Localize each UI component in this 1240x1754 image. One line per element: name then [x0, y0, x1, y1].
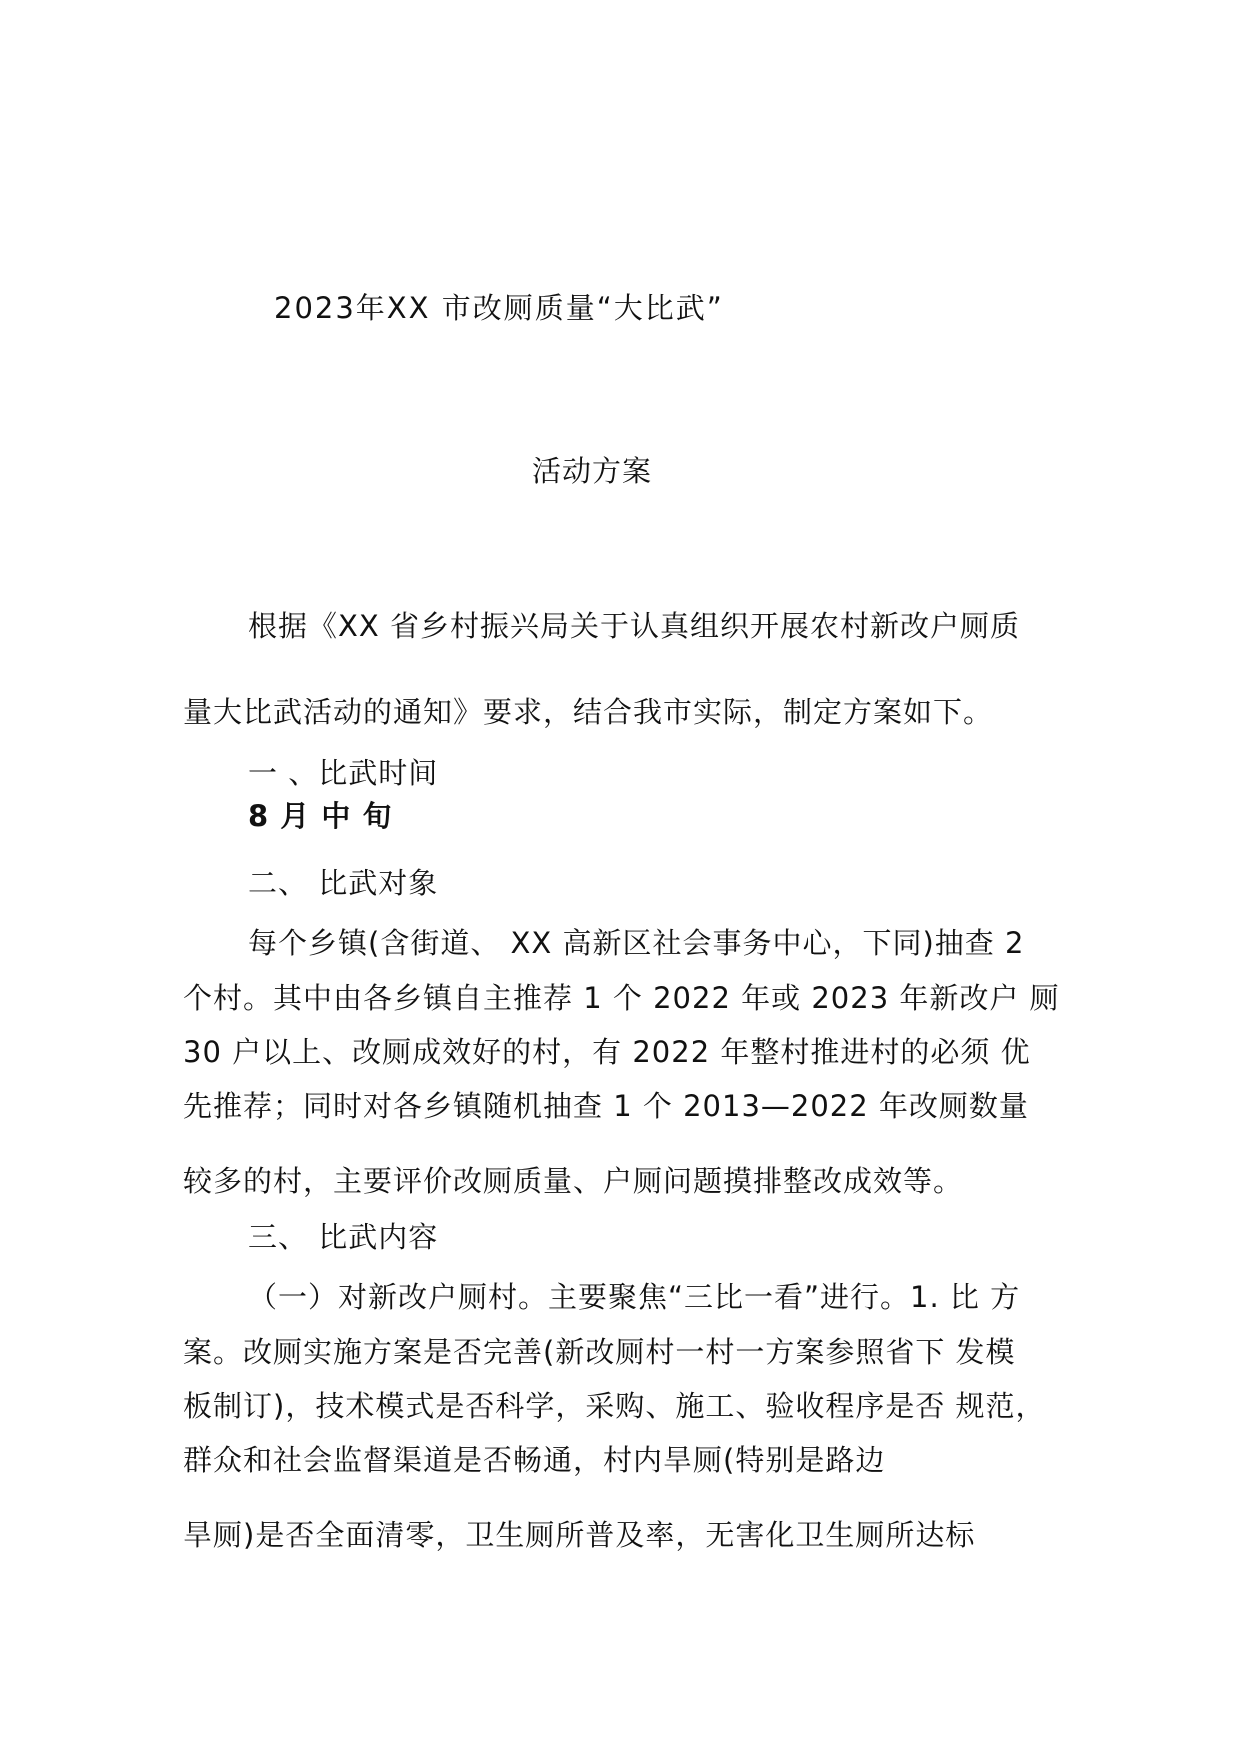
paragraph-line: 每个乡镇(含街道、 XX 高新区社会事务中心，下同)抽查 2 [248, 926, 1025, 960]
paragraph-line: 群众和社会监督渠道是否畅通，村内旱厕(特别是路边 [183, 1443, 886, 1477]
section-heading: 三、 比武内容 [248, 1220, 439, 1254]
paragraph-line: 板制订)，技术模式是否科学，采购、施工、验收程序是否 规范， [183, 1389, 1046, 1423]
section-heading: 二、 比武对象 [248, 866, 439, 900]
paragraph-line: （一）对新改户厕村。主要聚焦“三比一看”进行。1. 比 方 [248, 1280, 1021, 1314]
paragraph-line: 先推荐；同时对各乡镇随机抽查 1 个 2013—2022 年改厕数量 [183, 1089, 1029, 1123]
paragraph-line: 根据《XX 省乡村振兴局关于认真组织开展农村新改户厕质 [248, 609, 1020, 643]
document-subtitle: 活动方案 [532, 454, 653, 488]
paragraph-line: 8 月 中 旬 [248, 799, 393, 833]
paragraph-line: 案。改厕实施方案是否完善(新改厕村一村一方案参照省下 发模 [183, 1335, 1016, 1369]
paragraph-line: 较多的村，主要评价改厕质量、户厕问题摸排整改成效等。 [183, 1164, 964, 1198]
paragraph-line: 30 户以上、改厕成效好的村，有 2022 年整村推进村的必须 优 [183, 1035, 1031, 1069]
paragraph-line: 量大比武活动的通知》要求，结合我市实际，制定方案如下。 [183, 695, 994, 729]
document-title: 2023年XX 市改厕质量“大比武” [274, 291, 724, 325]
section-heading: 一 、比武时间 [248, 756, 439, 790]
paragraph-line: 旱厕)是否全面清零，卫生厕所普及率，无害化卫生厕所达标 [183, 1518, 976, 1552]
paragraph-line: 个村。其中由各乡镇自主推荐 1 个 2022 年或 2023 年新改户 厕 [183, 981, 1060, 1015]
